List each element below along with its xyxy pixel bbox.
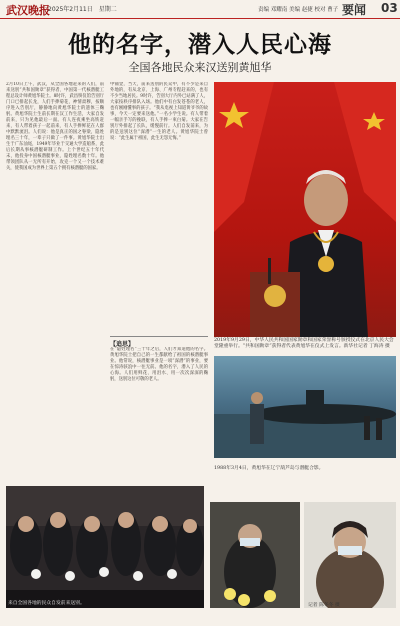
mourning-photo-caption: 记者 陈冬冬 摄	[308, 603, 340, 608]
sidebar-text: 在“隐姓埋名”三十年之后，人们才知道他的名字。黄旭华院士把自己的一生都献给了祖国的核潜艇事业。他常说，核潜艇事业是一项“深潜”的事业，要在惊涛骇浪中一往无前。他的名字，潜入了人民的心海。人们用鲜花、用泪水、用一次次深深的鞠躬，送别这位可敬的老人。	[110, 347, 208, 382]
crowd-illustration	[6, 486, 204, 608]
section-name: 要闻	[342, 3, 367, 17]
mourners-crowd-photo	[6, 486, 204, 608]
sidebar-label: 【追思】	[110, 341, 135, 348]
article-column-1: 2月10日上午，武汉，从全国各地赶来的人们，前来送别“共和国勋章”获得者、中国第一代核潜艇工程总设计师黄旭华院士。8时许，武昌殡仪馆告别厅门口已排起长龙，人们手捧菊花，神情肃穆，按顺序进入告别厅，静静地向黄旭华院士的遗体三鞠躬。黄旭华院士生前长期在汉工作生活，大家自发前来，只为见他最后一面。有人连夜乘坐高铁赶来，有人带着孩子一起前来，有人手捧鲜花在人群中默默流泪。人们说：他是真正的国之脊梁，隐姓埋名三十年，一辈子只做了一件事。黄旭华院士出生于广东汕尾，1949年毕业于交通大学造船系，此后长期从事核潜艇研制工作。上个世纪五十年代末，他投身中国核潜艇事业，隐姓埋名数十年。他带领团队从一无所有开始，攻克一个又一个技术难关，使我国成为世界上第五个拥有核潜艇的国家。	[6, 82, 104, 171]
submarine-illustration	[214, 356, 396, 458]
mourning-right-illustration	[304, 502, 396, 608]
award-ceremony-photo	[214, 82, 396, 337]
editor-credits: 责编 邓耀南 美编 赵捷 校对 曹子	[258, 7, 339, 13]
main-photo-caption: 2019年9月29日，中华人民共和国国家勋章和国家荣誉称号颁授仪式在北京人民大会堂隆重举行。“共和国勋章”获得者代表黄旭华在仪式上发言。新华社记者 丁海涛 摄	[214, 338, 394, 349]
newspaper-logo: 武汉晚报	[6, 4, 50, 17]
subheadline: 全国各地民众来汉送别黄旭华	[128, 61, 272, 74]
mourning-left-illustration	[210, 502, 300, 608]
page-header	[0, 0, 400, 19]
mourning-photo-left	[210, 502, 300, 608]
issue-date: 2025年2月11日 星期二	[48, 6, 117, 13]
submarine-photo-caption: 1988年3月4日，黄旭华在辽宁葫芦岛与潜艇合影。	[214, 466, 324, 471]
article-column-2: 中铺金，当天，前来送别的民众中，有不少是来自外地的，有从北京、上海、广州专程赶来的，也有不少当地居民。9时许，告别大厅内外已站满了人，大家按秩序排队入场。他们中有白发苍苍的老人，也有刚刚懂事的孩子。“我从电视上知道黄爷爷的故事，今天一定要来送他。”一名小学生说。有人带着一幅亲手写的挽联，有人手捧一束白菊。大家在告别厅外排起了长队，缓慢前行。人们自发前来，为的是送别这位“深潜”一生的老人。黄旭华院士曾说：“此生属于祖国，此生无怨无悔。”	[110, 82, 208, 141]
crowd-photo-caption: 来自全国各地的民众自发前来送别。	[8, 601, 85, 606]
mourning-photo-right	[304, 502, 396, 608]
headline: 他的名字，潜入人民心海	[68, 32, 332, 58]
page-number: 03	[381, 1, 398, 15]
award-ceremony-illustration	[214, 82, 396, 337]
remembrance-sidebar	[110, 336, 208, 483]
submarine-photo	[214, 356, 396, 458]
